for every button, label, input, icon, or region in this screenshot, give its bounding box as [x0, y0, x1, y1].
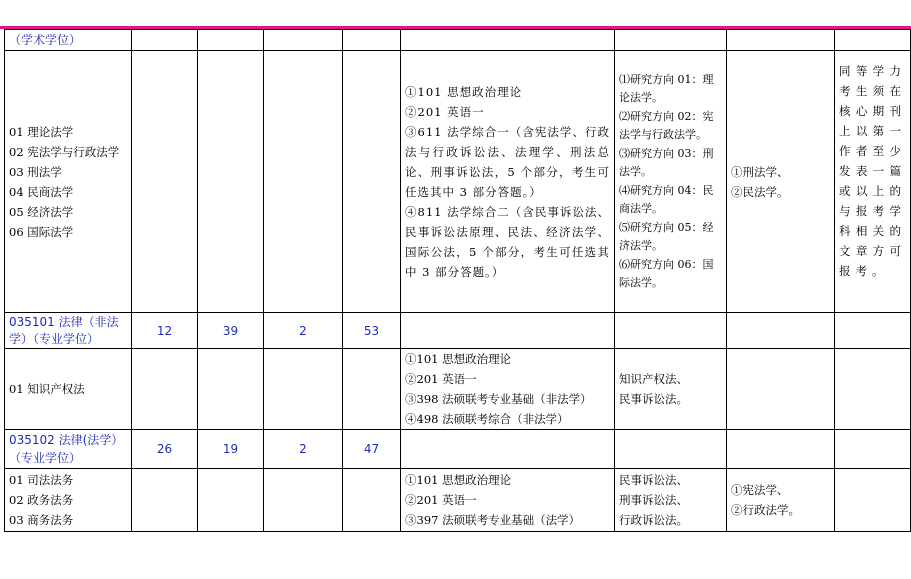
program-title-partial: （学术学位） [5, 30, 132, 51]
enrollment-table [4, 29, 911, 532]
research-directions: 01 理论法学 02 宪法学与行政法学 03 刑法学 04 民商法学 05 经济法学 06 国际法学 [5, 51, 132, 313]
enrollment-count: 12 [132, 313, 198, 349]
table-row [5, 51, 911, 313]
table-row [5, 349, 911, 430]
table-row [5, 469, 911, 532]
research-direction: 01 知识产权法 [5, 349, 132, 430]
enrollment-count: 19 [198, 430, 264, 469]
exam-subjects: ①101 思想政治理论 ②201 英语一 ③397 法硕联考专业基础（法学） [401, 469, 615, 532]
enrollment-count: 26 [132, 430, 198, 469]
retest-subjects: 民事诉讼法、 刑事诉讼法、 行政诉讼法。 [615, 469, 727, 532]
enrollment-count: 53 [343, 313, 401, 349]
table-row [5, 430, 911, 469]
retest-subjects: 知识产权法、 民事诉讼法。 [615, 349, 727, 430]
enrollment-count: 47 [343, 430, 401, 469]
enrollment-count: 39 [198, 313, 264, 349]
enrollment-count: 2 [264, 430, 343, 469]
program-title: 035102 法律(法学）（专业学位） [5, 430, 132, 469]
exam-subjects: ①101 思想政治理论 ②201 英语一 ③398 法硕联考专业基础（非法学） ④498 法硕联考综合（非法学） [401, 349, 615, 430]
additional-test-subjects: ①宪法学、 ②行政法学。 [727, 469, 835, 532]
enrollment-count: 2 [264, 313, 343, 349]
table-row [5, 313, 911, 349]
additional-test-subjects: ①刑法学、 ②民法学。 [727, 51, 835, 313]
table-row [5, 30, 911, 51]
exam-subjects: ①101 思想政治理论 ②201 英语一 ③611 法学综合一（含宪法学、行政法与行政诉讼法、法理学、刑法总论、刑事诉讼法，5 个部分，考生可任选其中 3 部分答题。） ④811 法学综合二（含民事诉讼法、民事诉讼法原理、民法、经济法学、国际公法，5 个部分，考生可任选其中 3 部分答题。） [401, 51, 615, 313]
research-directions: 01 司法法务 02 政务法务 03 商务法务 [5, 469, 132, 532]
remarks: 同等学力考生须在核心期刊上以第一作者至少发表一篇或以上的与报考学科相关的文章方可报考。 [835, 51, 911, 313]
retest-subjects: ⑴研究方向 01：理论法学。 ⑵研究方向 02：宪法学与行政法学。 ⑶研究方向 03：刑法学。 ⑷研究方向 04：民商法学。 ⑸研究方向 05：经济法学。 ⑹研究方向 06：国际法学。 [615, 51, 727, 313]
program-title: 035101 法律（非法学）（专业学位） [5, 313, 132, 349]
